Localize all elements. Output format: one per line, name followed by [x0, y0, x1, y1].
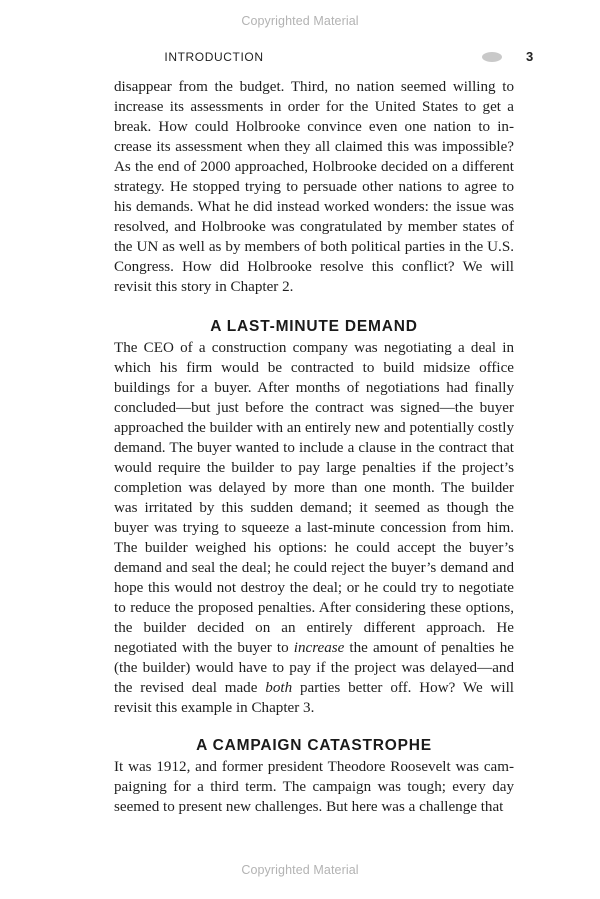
- paragraph-holbrooke: disappear from the budget. Third, no nation seemed willing to increase its assessments in order for the United States to get a break. How could Holbrooke convince even one nation to increase its assessment when they all claimed this was impossible? As the end of 2000 approached, Holbrooke decided on a different strategy. He stopped trying to persuade other nations to agree to his demands. What he did instead worked wonders: the issue was resolved, and Holbrooke was congratulated by member states of the UN as well as by members of both political parties in the U.S. Congress. How did Holbrooke resolve this conflict? We will revisit this story in Chapter 2.: [114, 79, 514, 295]
- section-heading-last-minute-demand: A LAST-MINUTE DEMAND: [210, 318, 418, 335]
- paragraph-text: parties better off. How? We will revisit this example in Chapter 3.: [114, 680, 514, 716]
- chapter-title: INTRODUCTION: [164, 50, 264, 64]
- copyright-watermark-bottom: Copyrighted Material: [241, 863, 359, 877]
- paragraph-text: The CEO of a construction company was negotiating a deal in which his firm would be contracted to build midsize office buildings for a buyer. After months of negotiations had finally concluded—but just before the contract was signed—the buyer approached the builder with an entirely new and potentially costly demand. The buyer wanted to include a clause in the contract that would require the builder to pay large penalties if the project’s completion was delayed by more than one month. The builder was irritated by this sudden demand; it seemed as though the buyer was trying to squeeze a last-minute concession from him. The builder weighed his options: he could accept the buyer’s demand and seal the deal; he could reject the buyer’s demand and hope this would not destroy the deal; or he could try to negotiate to reduce the proposed penalties. After considering these options, the builder decided on an entirely different approach. He negotiated with the buyer to: [114, 340, 514, 656]
- paragraph-text: the amount of penalties he (the builder) would have to pay if the project was delayed—and the revised deal made: [114, 640, 514, 696]
- section-heading-campaign-catastrophe: A CAMPAIGN CATASTROPHE: [196, 737, 432, 754]
- copyright-watermark-top: Copyrighted Material: [241, 14, 359, 28]
- running-head: [0, 48, 600, 68]
- paragraph-last-minute-demand: [114, 338, 514, 718]
- emphasis-increase: increase: [293, 640, 345, 656]
- ornament-dot-icon: [482, 52, 502, 62]
- paragraph-roosevelt: It was 1912, and former president Theodore Roosevelt was campaigning for a third term. The campaign was tough; every day seemed to present new challenges. But here was a challenge that: [114, 759, 514, 815]
- page-body: [114, 77, 514, 817]
- page-number: 3: [526, 49, 534, 64]
- emphasis-both: both: [265, 680, 293, 696]
